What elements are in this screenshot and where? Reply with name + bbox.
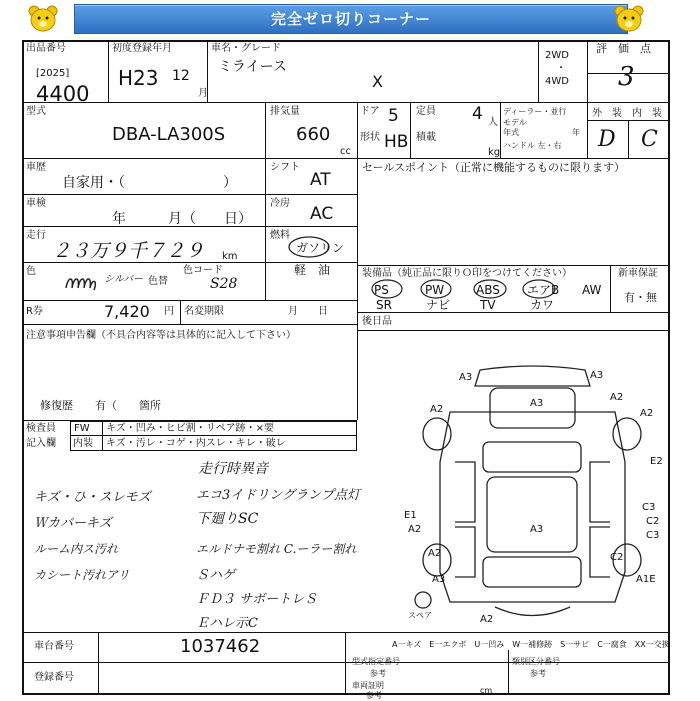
engine-label: 排気量 xyxy=(270,106,300,117)
mileage-unit: km xyxy=(222,251,238,262)
shift-value: AT xyxy=(310,170,331,190)
mark-spare: スペア xyxy=(408,611,432,620)
equip-sr: SR xyxy=(376,298,392,312)
color-code-value: S28 xyxy=(210,276,238,292)
doors-value: 5 xyxy=(388,106,399,126)
model-value: DBA-LA300S xyxy=(112,124,226,145)
mileage-value: ２３万９千７２９ xyxy=(52,240,205,262)
mileage-label: 走行 xyxy=(26,230,46,241)
inspector-row1-head: FW xyxy=(74,423,90,434)
mark-a2-right-headlamp: A2 xyxy=(610,392,624,403)
equip-aw: AW xyxy=(582,283,602,297)
page-title: 完全ゼロ切りコーナー xyxy=(270,10,431,28)
mark-a3-hood: A3 xyxy=(530,398,544,409)
note-left-2: Ｗカバーキズ xyxy=(34,516,112,531)
mark-a1e-right-rear: A1E xyxy=(636,574,656,585)
shaken-label: 車検 xyxy=(26,198,46,209)
first-reg-month: 12 xyxy=(172,68,190,84)
damage-legend: A一キズ E一エクボ U一凹み W一補修跡 S一サビ C一腐食 XX一交換 xyxy=(392,640,670,649)
equip-airbag: エアB xyxy=(527,283,560,297)
note-right-3: 下廻りSC xyxy=(196,511,259,527)
mark-a2-left-door: A2 xyxy=(408,524,422,535)
first-reg-month-unit: 月 xyxy=(198,88,208,99)
equip-ps: PS xyxy=(374,283,389,297)
mark-a3-front-left: A3 xyxy=(459,372,473,383)
title-bar xyxy=(74,4,628,34)
recycle-unit: 円 xyxy=(164,306,174,317)
engine-value: 660 xyxy=(296,124,331,145)
mark-e2-right-door: E2 xyxy=(650,456,663,467)
mascot-bear-icon xyxy=(612,4,646,34)
shape-value: HB xyxy=(384,132,409,152)
mascot-bear-icon xyxy=(26,4,60,34)
history-label: 車歴 xyxy=(26,162,46,173)
category-label: 類別区分番号 xyxy=(512,657,560,666)
interior-label: 内 装 xyxy=(632,108,662,119)
equipment-circles xyxy=(360,276,560,300)
mark-a2-rear: A2 xyxy=(480,614,494,625)
type-cert-label: 型式指定番号 xyxy=(352,657,400,666)
equipment-label: 装備品（純正品に限りＯ印をつけてください） xyxy=(362,268,572,279)
header xyxy=(0,0,700,38)
fuel-gas: ガソリン xyxy=(296,241,345,255)
capacity-unit: 人 xyxy=(488,117,498,128)
shift-label: シフト xyxy=(270,162,300,173)
note-right-4: エルドナモ割れ C.ーラー割れ xyxy=(196,542,357,556)
color-label: 色 xyxy=(26,266,36,277)
note-right-7: Ｅハレ示C xyxy=(196,616,258,631)
first-reg-label: 初度登録年月 xyxy=(112,43,172,54)
inspector-row2: キズ・汚レ・コゲ・内スレ・キレ・破レ xyxy=(106,438,286,449)
load-unit: kg xyxy=(488,147,501,158)
exterior-label: 外 装 xyxy=(592,108,622,119)
exterior-grade: D xyxy=(598,127,616,152)
shaken-value: 年 月（ 日） xyxy=(112,211,252,227)
registration-label: 登録番号 xyxy=(34,672,74,683)
warranty-label: 新車保証 xyxy=(618,268,658,279)
equip-pw: PW xyxy=(425,283,445,297)
fuel-diesel: 軽 油 xyxy=(294,263,331,277)
note-left-4: カシート汚れアリ xyxy=(34,568,130,582)
handle-label: ハンドル 左・右 xyxy=(503,141,562,150)
mark-a3-left-quarter: A3 xyxy=(432,574,446,585)
mark-c3-right-2: C3 xyxy=(646,530,660,541)
vehicle-cert-unit: cm xyxy=(480,686,493,695)
drive-dot: ・ xyxy=(556,63,566,74)
fuel-circle-icon xyxy=(288,236,330,258)
dealer-year-label: 年式 xyxy=(503,128,519,137)
history-value: 自家用・（ ） xyxy=(62,175,237,191)
mark-c2-right: C2 xyxy=(646,516,660,527)
warranty-value: 有・無 xyxy=(624,291,657,304)
car-grade: X xyxy=(372,72,383,91)
inspector-row1: キズ・凹み・ヒビ割・リペア跡・×要 xyxy=(106,423,274,434)
equip-tv: TV xyxy=(480,298,496,312)
mark-a2-left-fender: A2 xyxy=(430,404,444,415)
mark-a2-left-rear: A2 xyxy=(428,548,442,559)
engine-unit: cc xyxy=(340,146,351,157)
mark-e1-left: E1 xyxy=(404,510,417,521)
note-right-2: エコ3イドリングランプ点灯 xyxy=(196,488,361,503)
vehicle-cert-sub: 参考 xyxy=(366,691,382,700)
recycle-label: R券 xyxy=(26,306,43,317)
drive-4wd: 4WD xyxy=(545,76,569,87)
inspector-label: 検査員 xyxy=(26,423,56,434)
color-value: シルバー xyxy=(104,274,144,285)
recycle-value: 7,420 xyxy=(104,302,150,321)
model-label: 型式 xyxy=(26,106,46,117)
interior-grade: C xyxy=(641,127,658,152)
doors-label: ドア xyxy=(360,106,380,117)
repair-history: 修復歴 有（ 箇所 xyxy=(40,399,161,412)
note-right-5: Ｓハゲ xyxy=(196,568,236,583)
first-reg-era: H23 xyxy=(118,66,159,90)
dealer-model-label: モデル xyxy=(503,118,527,127)
note-left-1: キズ・ひ・スレモズ xyxy=(34,490,151,505)
sales-point-label: セールスポイント（正常に機能するものに限ります） xyxy=(362,161,626,174)
category-sub: 参考 xyxy=(530,669,546,678)
mark-c3-right-rear: C3 xyxy=(642,502,656,513)
color-scribble-icon xyxy=(62,270,100,296)
equip-abs: ABS xyxy=(476,283,500,297)
type-cert-sub: 参考 xyxy=(370,669,386,678)
car-name-label: 車名・グレード xyxy=(211,43,281,54)
inspector-row2-head: 内装 xyxy=(73,438,93,449)
note-right-6: ＦＤ３ サボートレＳ xyxy=(196,592,318,607)
mark-a2-right-fender: A2 xyxy=(640,408,654,419)
rating-score: 3 xyxy=(618,62,635,92)
load-label: 積載 xyxy=(416,132,436,143)
fuel-label: 燃料 xyxy=(270,230,290,241)
equip-leather: カワ xyxy=(530,298,555,312)
dealer-year-unit: 年 xyxy=(572,128,580,137)
aircon-label: 冷房 xyxy=(270,198,290,209)
lot-number: 4400 xyxy=(36,82,90,106)
equip-navi: ナビ xyxy=(426,298,451,312)
mark-a3-roof: A3 xyxy=(530,524,544,535)
vehicle-cert-label: 車両証明 xyxy=(352,681,384,690)
color-change-label: 色替 xyxy=(148,276,168,287)
color-code-label: 色コード xyxy=(183,265,223,276)
mark-a3-front-right: A3 xyxy=(590,370,604,381)
drive-2wd: 2WD xyxy=(545,50,569,61)
name-change-value: 月 日 xyxy=(288,306,328,317)
lot-year: [2025] xyxy=(36,68,70,79)
dealer-label: ディーラー・並行 xyxy=(503,107,567,116)
rear-items-label: 後日品 xyxy=(362,316,392,327)
lot-label: 出品番号 xyxy=(26,43,66,54)
car-name: ミライース xyxy=(218,59,287,75)
mark-c2-right-quarter: C2 xyxy=(610,552,624,563)
chassis-label: 車台番号 xyxy=(34,641,74,652)
aircon-value: AC xyxy=(310,204,334,224)
note-left-3: ルーム内ス汚れ xyxy=(34,542,119,556)
note-right-1: 走行時異音 xyxy=(198,461,268,477)
notes-label: 注意事項申告欄（不具合内容等は具体的に記入して下さい） xyxy=(26,330,296,341)
inspector-entry-label: 記入欄 xyxy=(26,438,56,449)
chassis-value: 1037462 xyxy=(180,636,261,657)
capacity-label: 定員 xyxy=(416,106,436,117)
name-change-label: 名変期限 xyxy=(184,306,224,317)
shape-label: 形状 xyxy=(360,132,380,143)
capacity-value: 4 xyxy=(472,104,483,124)
rating-label: 評 価 点 xyxy=(596,42,651,55)
